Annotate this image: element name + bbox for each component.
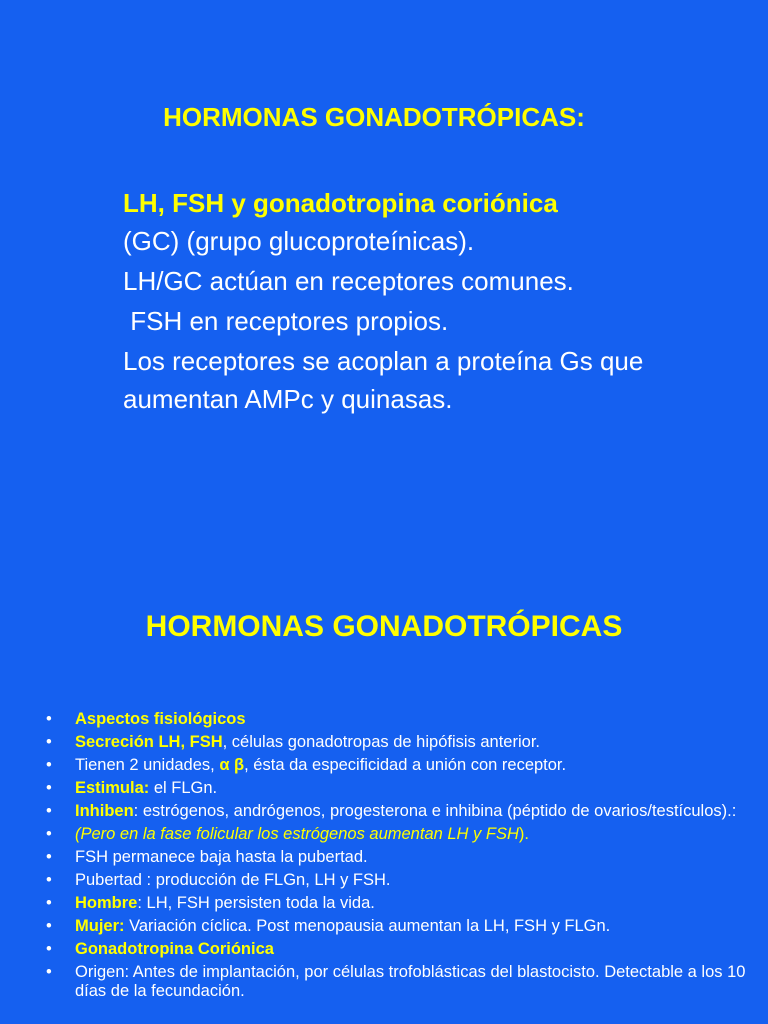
bullet-icon: • [46,894,52,912]
item-text: , ésta da especificidad a unión con receptor. [244,756,567,774]
item-text: : LH, FSH persisten toda la vida. [137,894,375,912]
item-bold-text: α β [219,756,245,774]
list-item [46,779,746,798]
item-text: Variación cíclica. Post menopausia aumentan la LH, FSH y FLGn. [124,917,611,935]
item-bold-text: Secreción LH, FSH [75,733,223,751]
slide-1-line-4: Los receptores se acoplan a proteína Gs que aumentan AMPc y quinasas. [123,346,644,414]
bullet-icon: • [46,848,52,866]
slide-1-line-2: LH/GC actúan en receptores comunes. [123,266,574,296]
item-bold-text: Inhiben [75,802,134,820]
item-bold-text: Aspectos fisiológicos [75,710,246,728]
item-bold-text: Hombre [75,894,138,912]
slide-1-title: HORMONAS GONADOTRÓPICAS: [163,102,585,132]
slide-2-title: HORMONAS GONADOTRÓPICAS [145,610,623,643]
item-text: ). [518,825,529,843]
slide-1-line-1-highlight: LH, FSH y gonadotropina coriónica [123,188,558,218]
item-bold-text: Estimula: [75,779,150,797]
list-item [46,940,746,959]
bullet-icon: • [46,940,52,958]
bullet-icon: • [46,871,52,889]
bullet-icon: • [46,779,52,797]
list-item [46,710,746,729]
list-item [46,802,746,821]
slide-1-body [123,184,683,420]
item-text: Tienen 2 unidades, [75,756,220,774]
list-item [46,756,746,775]
list-item [46,733,746,752]
item-text: Pubertad : producción de FLGn, LH y FSH. [75,871,391,889]
item-text: el FLGn. [149,779,218,797]
bullet-icon: • [46,756,52,774]
slide-1-line-1 [123,184,683,260]
bullet-icon: • [46,733,52,751]
bullet-icon: • [46,710,52,728]
slide-2-bullet-list [46,710,746,1005]
bullet-icon: • [46,917,52,935]
item-bold-text: Gonadotropina Coriónica [75,940,274,958]
item-italic-text: (Pero en la fase folicular los estrógenos aumentan LH y FSH [75,825,519,843]
item-text: FSH permanece baja hasta la pubertad. [75,848,368,866]
item-text: : estrógenos, andrógenos, progesterona e inhibina (péptido de ovarios/testículos).: [133,802,737,820]
bullet-icon: • [46,802,52,820]
slide-1-line-3 [123,302,683,340]
item-text: , células gonadotropas de hipófisis anterior. [222,733,540,751]
slide-2 [0,560,768,1024]
slide-1-line-1-rest: (GC) (grupo glucoproteínicas). [123,226,475,256]
list-item [46,917,746,936]
bullet-icon: • [46,963,52,981]
list-item [46,894,746,913]
item-text: Origen: Antes de implantación, por células trofoblásticas del blastocisto. Detectable a los 10 días de la fecundación. [75,963,746,1000]
list-item [46,848,746,867]
item-bold-text: Mujer: [75,917,125,935]
list-item [46,825,746,844]
bullet-icon: • [46,825,52,843]
list-item [46,963,746,1001]
list-item [46,871,746,890]
slide-1-line-3-text: FSH en receptores propios. [130,306,449,336]
